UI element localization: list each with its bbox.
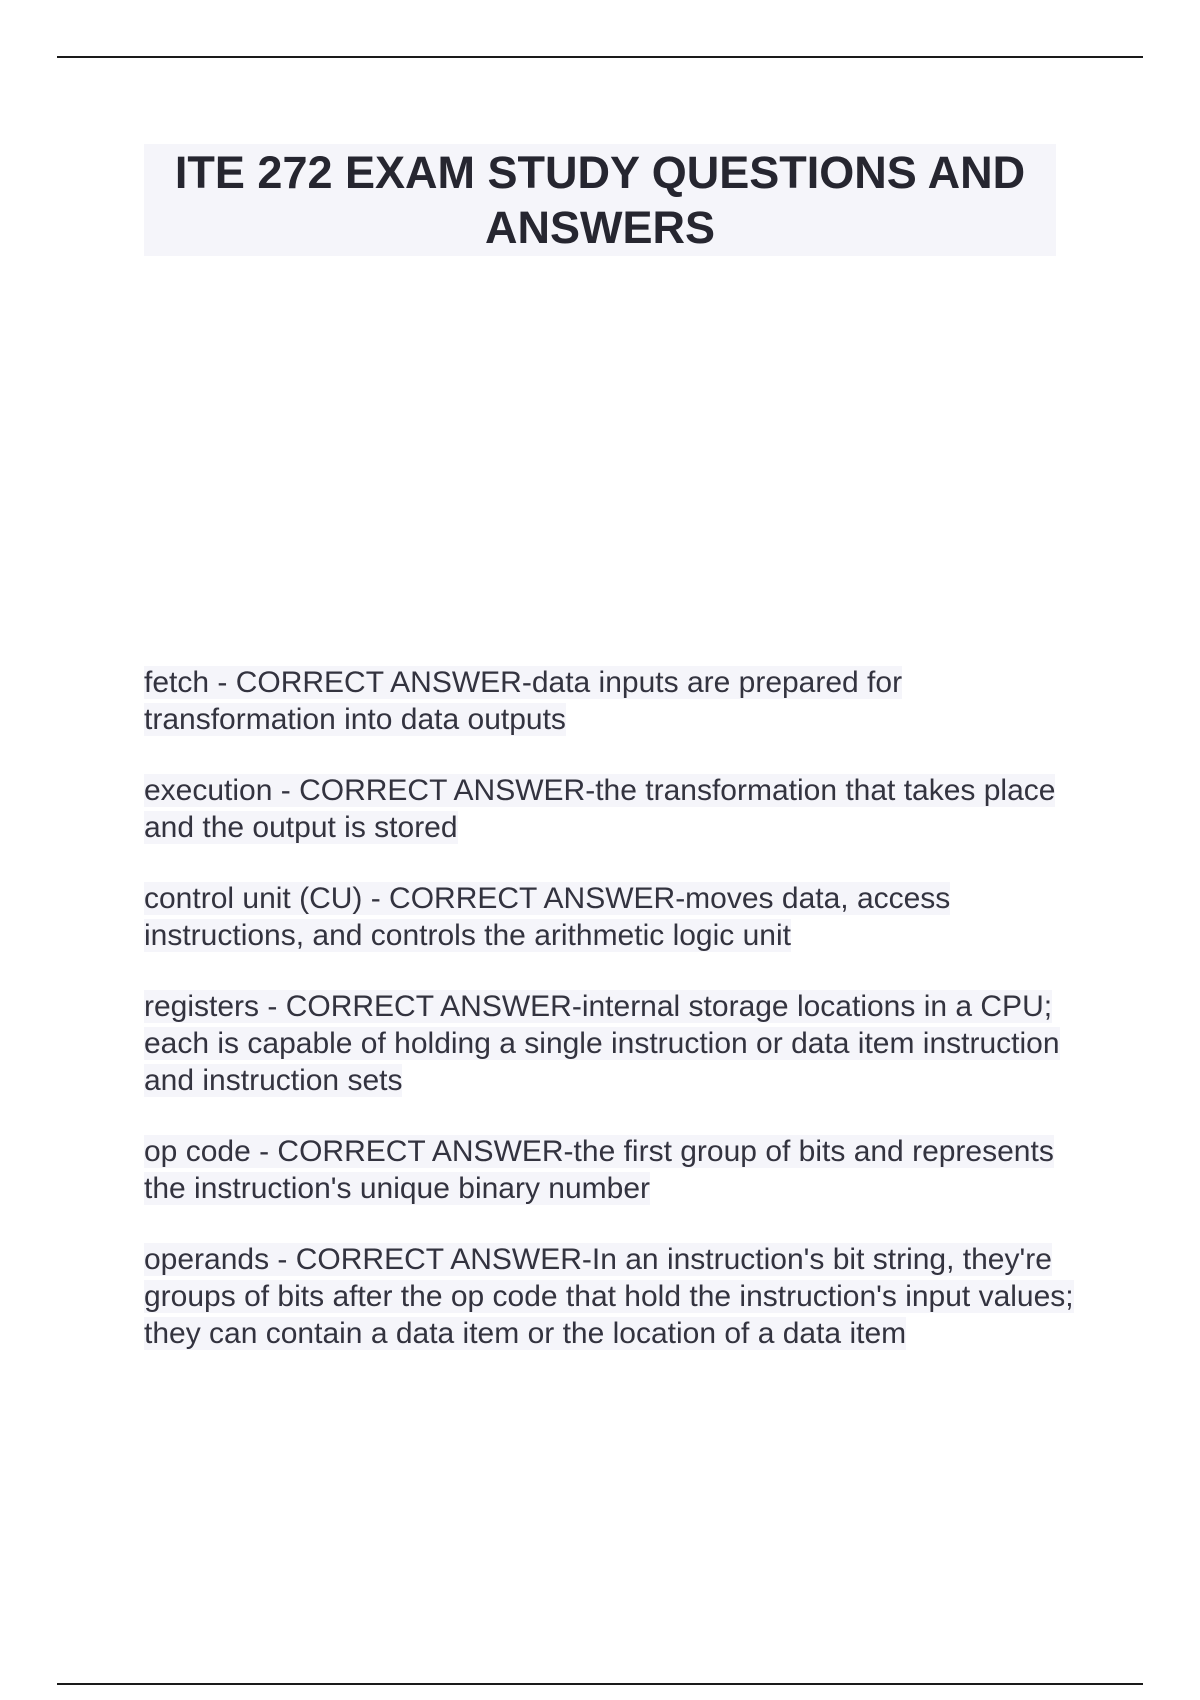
page-title: ITE 272 EXAM STUDY QUESTIONS AND ANSWERS — [174, 147, 1026, 253]
qa-list — [144, 664, 1084, 1386]
qa-item-text: execution - CORRECT ANSWER-the transformation that takes place and the output is stored — [144, 774, 1056, 844]
qa-item-text: control unit (CU) - CORRECT ANSWER-moves data, access instructions, and controls the arithmetic logic unit — [144, 882, 951, 952]
qa-item-fetch — [144, 664, 1084, 738]
qa-item-operands — [144, 1241, 1084, 1352]
top-rule — [57, 56, 1143, 58]
qa-item-execution — [144, 772, 1084, 846]
qa-item-text: fetch - CORRECT ANSWER-data inputs are prepared for transformation into data outputs — [144, 666, 903, 736]
qa-item-registers — [144, 988, 1084, 1099]
qa-item-text: registers - CORRECT ANSWER-internal storage locations in a CPU; each is capable of holding a single instruction or data item instruction and instruction sets — [144, 990, 1060, 1097]
title-block — [144, 144, 1056, 256]
qa-item-control-unit — [144, 880, 1084, 954]
qa-item-text: op code - CORRECT ANSWER-the first group of bits and represents the instruction's unique binary number — [144, 1135, 1054, 1205]
qa-item-text: operands - CORRECT ANSWER-In an instruction's bit string, they're groups of bits after the op code that hold the instruction's input values; they can contain a data item or the location of a data item — [144, 1243, 1074, 1350]
bottom-rule — [57, 1683, 1143, 1685]
qa-item-op-code — [144, 1133, 1084, 1207]
